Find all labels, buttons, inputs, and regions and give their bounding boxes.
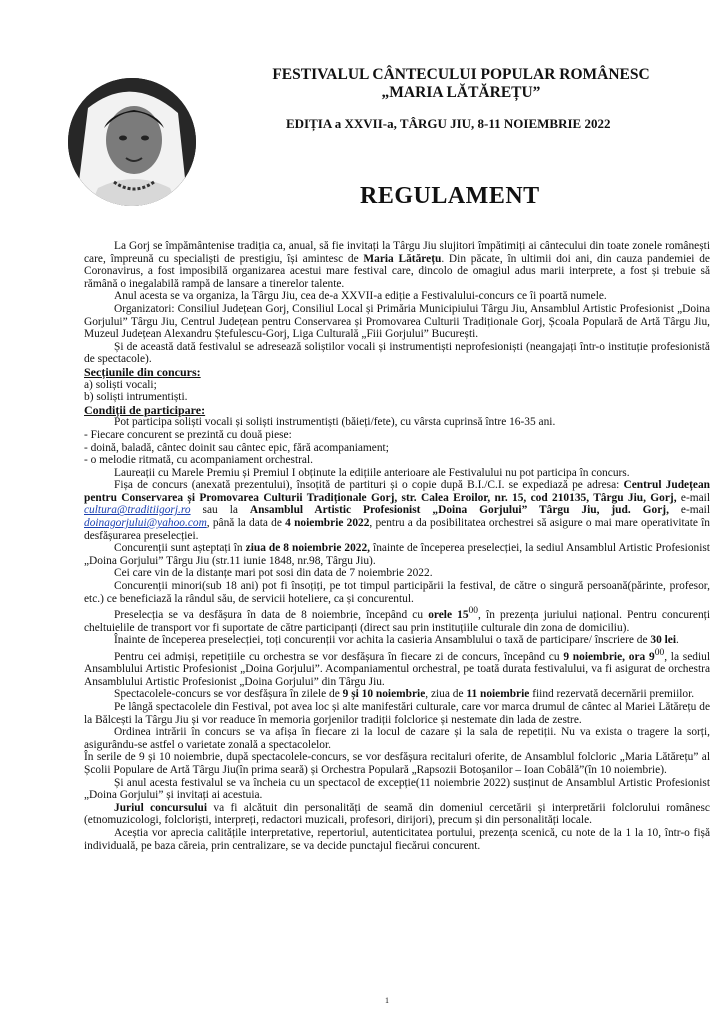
page-number: 1 [385, 996, 389, 1005]
paragraph-evenings: În serile de 9 și 10 noiembrie, după spectacolele-concurs, se vor desfășura recitaluri oferite, de Ansamblul folcloric „Maria Lătărețu” al Școlii Populare de Artă Târgu Jiu(în prima seară) și Orchestra Populară „Rapsozii Botoșanilor – Ioan Cobâlă”(în 10 noiembrie). [84, 751, 710, 776]
paragraph-arrival: Concurenții sunt așteptați în ziua de 8 noiembrie 2022, înainte de începerea preselecției, la sediul Ansamblul Artistic Profesionist „Doina Gorjului” Târgu Jiu (str.11 iunie 1848, nr.98, Târgu Jiu). [84, 542, 710, 567]
paragraph-jury: Juriul concursului va fi alcătuit din personalități de seamă din domeniul cercetării și interpretării folclorului românesc (etnomuzicologi, folcloriști, interpreți, redactori muzicali, profesori, dirijori), precum și din personalități locale. [84, 801, 710, 827]
paragraph-closing: Și anul acesta festivalul se va încheia cu un spectacol de excepție(11 noiembrie 2022) susținut de Ansamblul Artistic Profesionist „Doina Gorjului” și invitați ai acestuia. [84, 776, 710, 802]
condition-age: Pot participa soliști vocali și soliști instrumentiști (băieți/fete), cu vârsta cuprinsă între 16-35 ani. [114, 416, 556, 429]
conditions-heading: Condiții de participare: [84, 402, 206, 417]
condition-piece-2: - o melodie ritmată, cu acompaniament orchestral. [84, 454, 313, 467]
document-title: REGULAMENT [360, 183, 540, 209]
email-link-doina[interactable]: doinagorjului@yahoo.com [84, 517, 207, 530]
paragraph-minors: Concurenții minori(sub 18 ani) pot fi însoțiți, pe tot timpul participării la festival, de către o singură persoană(părinte, profesor, etc.) ce beneficiază la rândul său, de servicii hoteliere, ca și concurentul. [84, 580, 710, 605]
paragraph-organizers: Organizatori: Consiliul Județean Gorj, Consiliul Local și Primăria Municipiului Târgu Jiu, Ansamblul Artistic Profesionist „Doina Gorjului” Târgu Jiu, Centrul Județean pentru Conservarea și Promovarea Culturii Tradiționale Gorj, Școala Populară de Artă Târgu Jiu, Muzeul Județean Alexandru Ștefulescu-Gorj, Liga Culturală „Fiii Gorjului” București. [84, 302, 710, 341]
paragraph-distance: Cei care vin de la distanțe mari pot sosi din data de 7 noiembrie 2022. [114, 567, 433, 580]
paragraph-edition: Anul acesta se va organiza, la Târgu Jiu, cea de-a XXVII-a ediție a Festivalului-concurs ce îi poartă numele. [114, 290, 607, 303]
paragraph-fee: Înainte de începerea preselecției, toți concurenții vor achita la casieria Ansamblului o taxă de participare/ înscriere de 30 lei. [114, 634, 679, 647]
condition-pieces: - Fiecare concurent se prezintă cu două piese: [84, 428, 292, 441]
intro-paragraph: La Gorj se împământenise tradiția ca, anual, să fie invitați la Târgu Jiu slujitori împătimiți ai cântecului din toate zonele românești care, împreună cu specialiști de prestigiu, își amintesc de Maria Lătărețu. Din păcate, în ultimii doi ani, din cauza pandemiei de Coronavirus, a fost imposibilă organizarea acestui mare festival care, dincolo de omagiul adus marii interprete, a fost și trebuie să rămână o inegalabilă rampă de lansare a tinerelor talente. [84, 240, 710, 290]
paragraph-events: Pe lângă spectacolele din Festival, pot avea loc și alte manifestări culturale, care vor marca drumul de cântec al Mariei Lătărețu de la Bălcești la Târgu Jiu și vor readuce în memoria gorjenilor tradiții folclorice și nestemate din lada de zestre. [84, 700, 710, 726]
paragraph-entry-form: Fișa de concurs (anexată prezentului), însoțită de partituri și o copie după B.I./C.I. se expediază pe adresa: Centrul Județean pentru Conservarea și Promovarea Culturii Tradiționale Gorj, str. Calea Eroilor, nr. 15, cod 210135, Târgu Jiu, Gorj, e-mail cultura@traditiigorj.ro sau la Ansamblul Artistic Profesionist „Doina Gorjului” Târgu Jiu, jud. Gorj, e-mail doinagorjului@yahoo.com, până la data de 4 noiembrie 2022, pentru a da posibilitatea orchestrei să asigure o mai mare operativitate în desfășurarea preselecției. [84, 479, 711, 542]
paragraph-preselection: Preselecția se va desfășura în data de 8 noiembrie, începând cu orele $15^{00}$, în prezența juriului național. Pentru concurenți cheltuielile de transport vor fi suportate de către participanți (direct sau prin instituțiile culturale din zona de domiciliu). [84, 606, 710, 634]
section-item: b) soliști intrumentiști. [84, 391, 188, 404]
edition-line: EDIȚIA a XXVII-a, TÂRGU JIU, 8-11 NOIEMBRIE 2022 [286, 116, 611, 131]
paragraph-evaluation: Aceștia vor aprecia calitățile interpretative, repertoriul, autenticitatea portului, prezența scenică, cu note de la 1 la 10, într-o fișă individuală, pe baza căreia, prin centralizare, se va decide punctajul fiecărui concurent. [84, 826, 710, 852]
paragraph-rehearsals: Pentru cei admiși, repetițiile cu orchestra se vor desfășura în fiecare zi de concurs, începând cu 9 noiembrie, ora $9^{00}$, la sediul Ansamblului Artistic Profesionist „Doina Gorjului”. Acompaniamentul orchestral, pe toată durata festivalului, va fi asigurat de orchestra Ansamblului Artistic Profesionist „Doina Gorjului” din Târgu Jiu. [84, 647, 711, 688]
portrait-image [68, 78, 196, 206]
paragraph-audience: Și de această dată festivalul se adresează soliștilor vocali și instrumentiști neprofesioniști (neangajați într-o instituție profesionistă de spectacole). [84, 340, 710, 366]
email-link-cultura[interactable]: cultura@traditiigorj.ro [84, 504, 191, 517]
condition-piece-1: - doină, baladă, cântec doinit sau cântec epic, fără acompaniament; [84, 441, 389, 454]
portrait-photo [68, 78, 196, 206]
paragraph-shows: Spectacolele-concurs se vor desfășura în zilele de 9 și 10 noiembrie, ziua de 11 noiembrie fiind rezervată decernării premiilor. [114, 688, 695, 701]
festival-title: FESTIVALUL CÂNTECULUI POPULAR ROMÂNESC [272, 66, 650, 83]
document-body [84, 240, 710, 852]
festival-name: „MARIA LĂTĂREȚU” [381, 84, 541, 101]
sections-heading: Secțiunile din concurs: [84, 364, 201, 379]
section-item: a) soliști vocali; [84, 378, 157, 391]
paragraph-order: Ordinea intrării în concurs se va afișa în fiecare zi la locul de cazare și la sala de repetiții. Nu va exista o tragere la sorți, asigurându-se astfel o varietate zonală a spectacolelor. [84, 726, 710, 751]
condition-laureates: Laureații cu Marele Premiu și Premiul I obținute la edițiile anterioare ale Festivalului nu pot participa în concurs. [114, 466, 630, 479]
